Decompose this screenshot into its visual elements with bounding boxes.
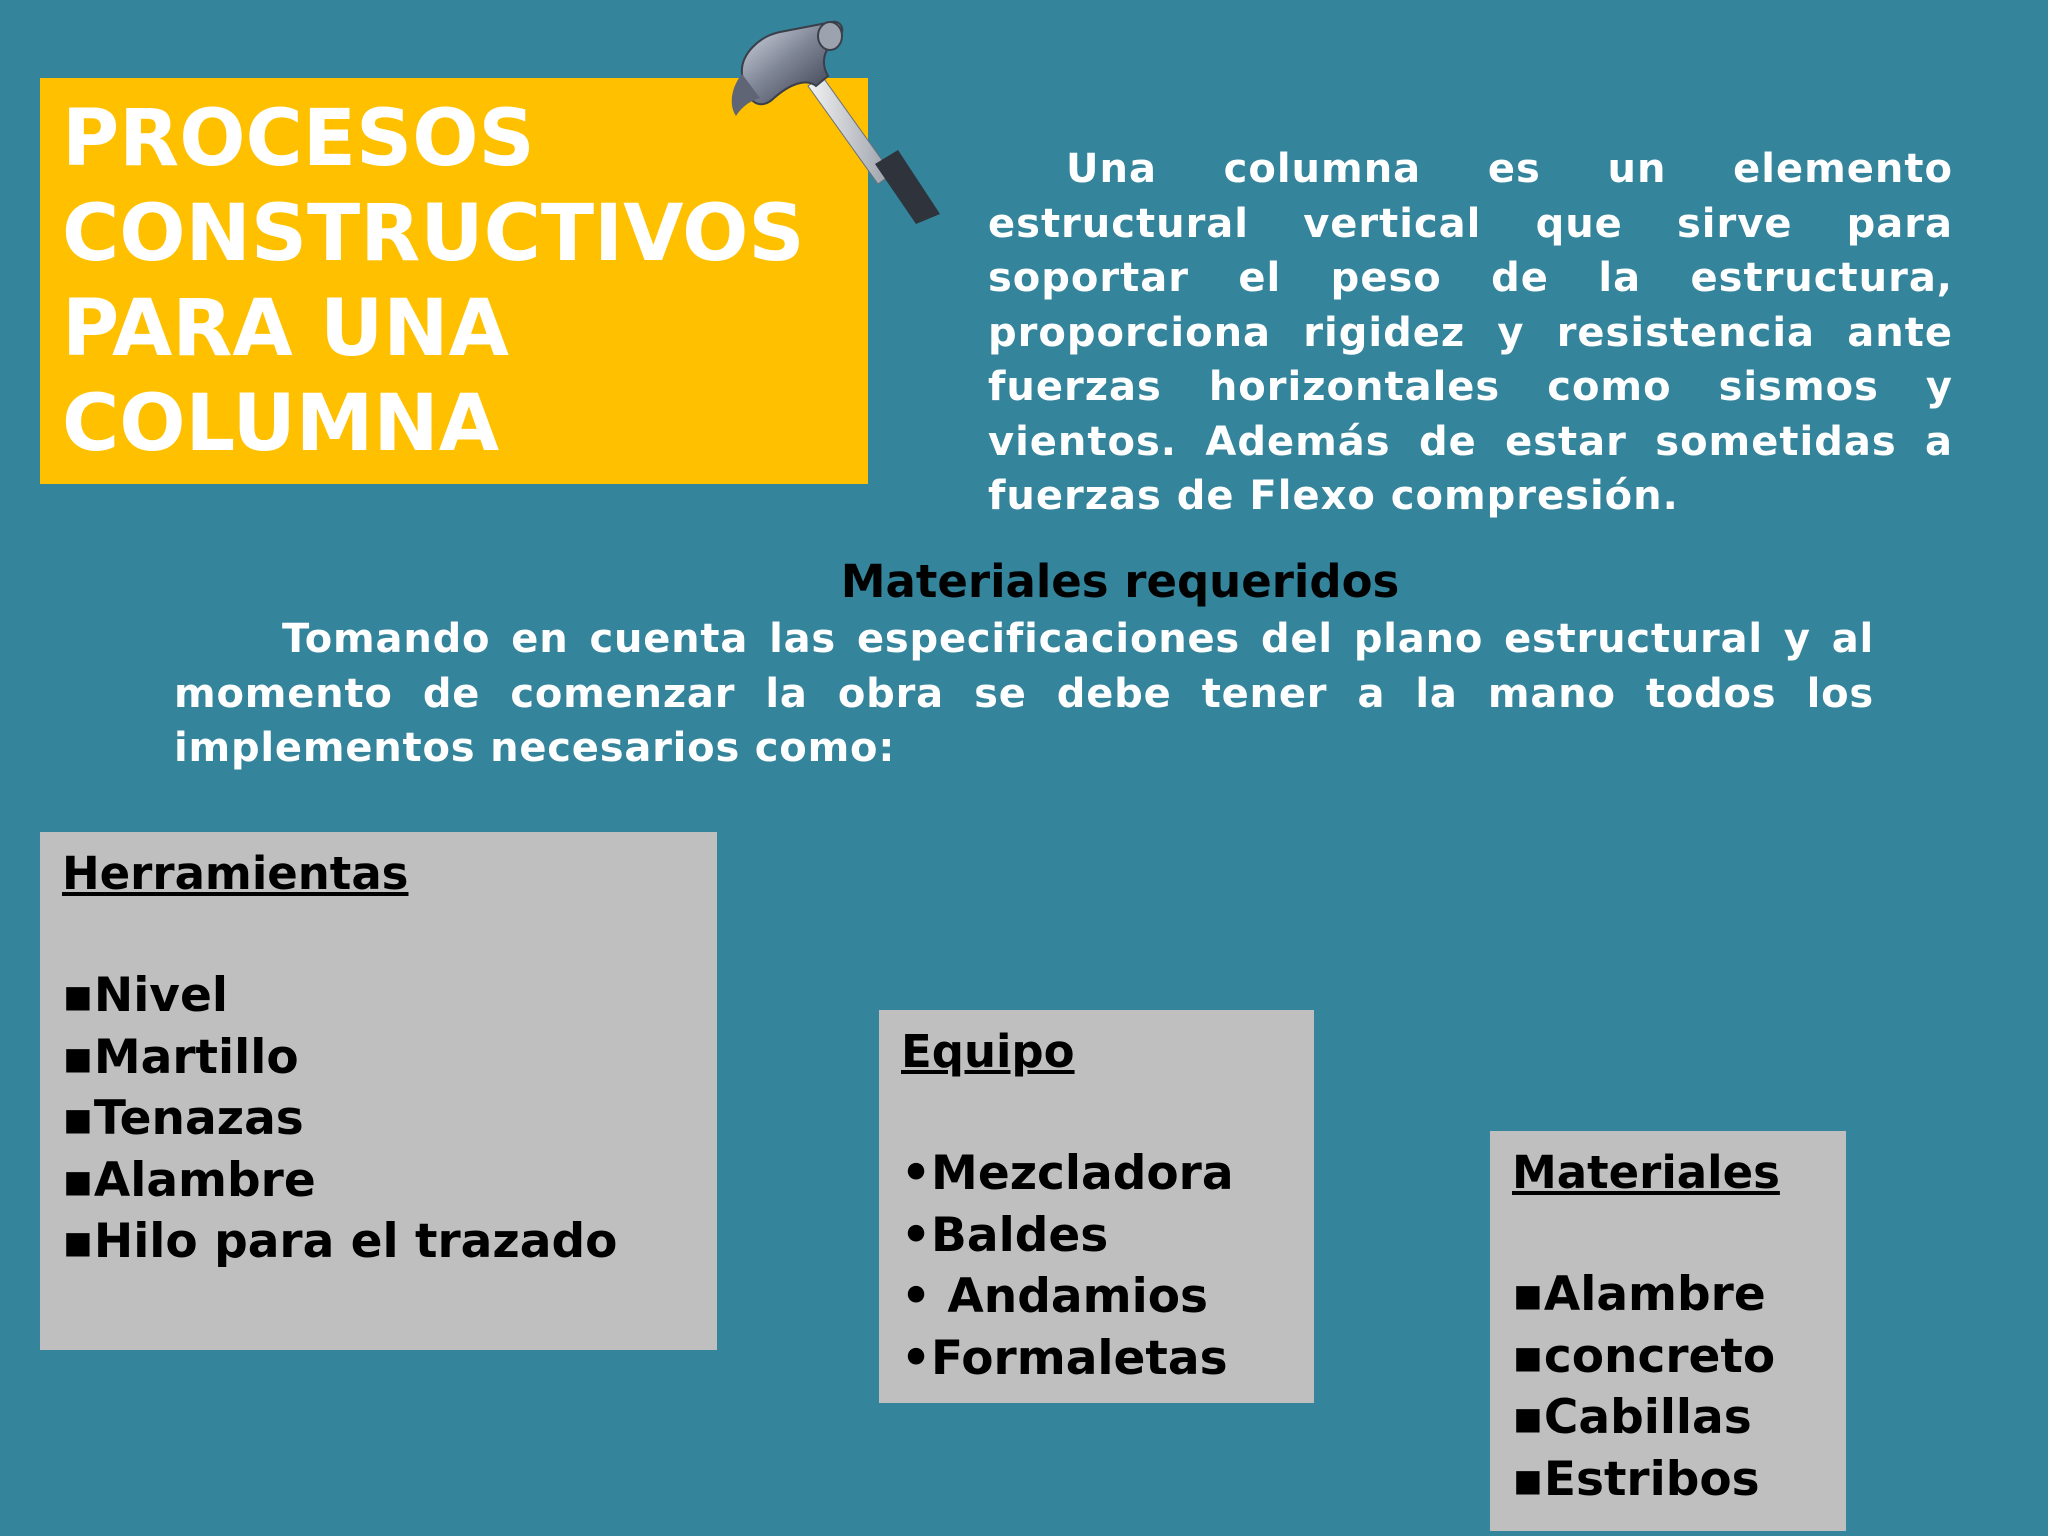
square-bullet-icon: ▪ [1512,1267,1544,1322]
square-bullet-icon: ▪ [1512,1451,1544,1507]
square-bullet-icon: ▪ [1512,1390,1544,1445]
square-bullet-icon: ▪ [62,968,94,1023]
section-heading: Materiales requeridos [840,555,1400,608]
list-item: ▪Alambre [62,1150,617,1212]
round-bullet-icon: • [901,1146,932,1201]
square-bullet-icon: ▪ [62,1029,94,1085]
list-item: ▪Estribos [1512,1449,1775,1511]
list-item: ▪Nivel [62,965,617,1027]
round-bullet-icon: • [901,1269,932,1324]
list-item: ▪Cabillas [1512,1387,1775,1449]
list-item: ▪Alambre [1512,1264,1775,1326]
square-bullet-icon: ▪ [62,1214,94,1269]
list-item: ▪Tenazas [62,1088,617,1150]
materiales-title: Materiales [1512,1146,1780,1199]
equipo-title: Equipo [901,1025,1075,1078]
list-item: ▪Hilo para el trazado [62,1211,617,1273]
herramientas-list [62,965,617,1273]
title-line: PROCESOS [62,94,535,184]
square-bullet-icon: ▪ [1512,1328,1544,1384]
intro-paragraph: Una columna es un elemento estructural vertical que sirve para soportar el peso de la estructura, proporciona rigidez y resistencia ante fuerzas horizontales como sismos y vientos. Además de estar sometidas a fuerzas de Flexo compresión. [988,146,1953,519]
materiales-box [1490,1131,1846,1531]
list-item: •Baldes [901,1205,1234,1267]
section-body: Tomando en cuenta las especificaciones del plano estructural y al momento de comenzar la obra se debe tener a la mano todos los implementos necesarios como: [174,616,1874,771]
list-item: •Mezcladora [901,1143,1234,1205]
round-bullet-icon: • [901,1207,932,1263]
list-item: ▪concreto [1512,1326,1775,1388]
round-bullet-icon: • [901,1330,932,1386]
square-bullet-icon: ▪ [62,1091,94,1146]
materiales-list [1512,1264,1775,1510]
list-item: ▪Martillo [62,1027,617,1089]
equipo-list [901,1143,1234,1389]
title-line: CONSTRUCTIVOS [62,189,805,279]
equipo-box [879,1010,1314,1403]
list-item: •Formaletas [901,1328,1234,1390]
square-bullet-icon: ▪ [62,1152,94,1208]
title-line: PARA UNA [62,284,509,374]
title-line: COLUMNA [62,379,500,469]
hammer-icon [720,14,945,229]
herramientas-title: Herramientas [62,847,409,900]
list-item: • Andamios [901,1266,1234,1328]
herramientas-box [40,832,717,1350]
